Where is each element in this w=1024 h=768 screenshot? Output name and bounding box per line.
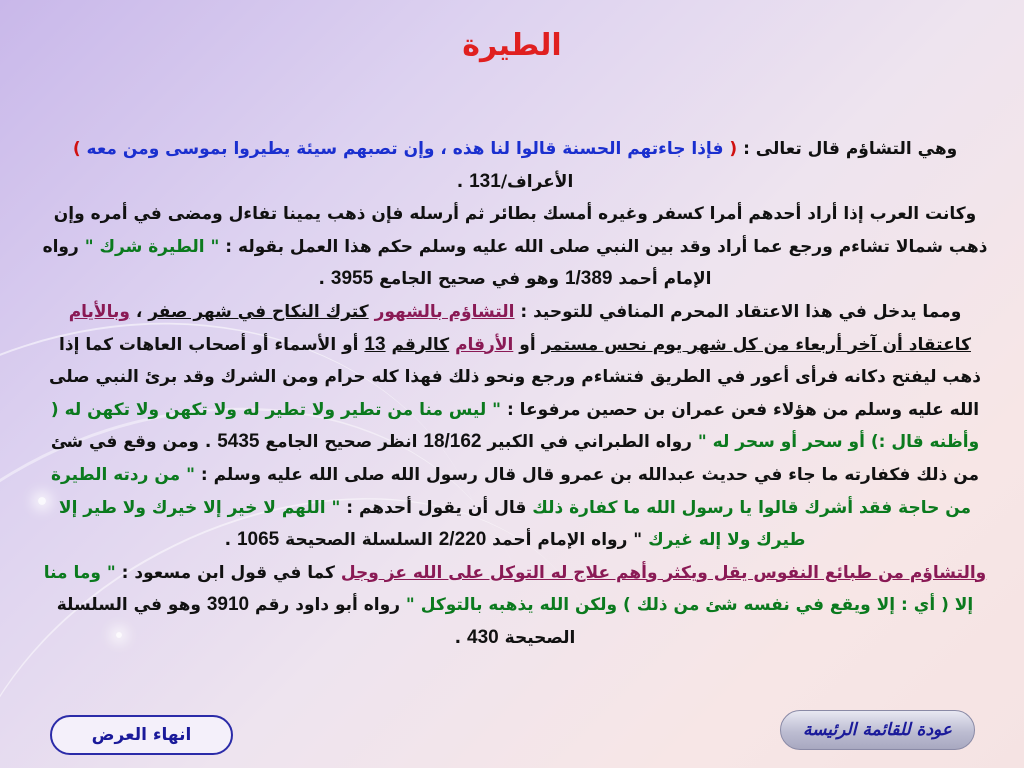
back-to-main-menu-button[interactable]: عودة للقائمة الرئيسة (780, 710, 975, 750)
text: قال أن يقول أحدهم : (340, 497, 533, 518)
reference-number: 1065 (236, 529, 280, 551)
hadith-quote: " من ردته الطيرة من حاجة فقد أشرك قالوا يا رسول الله ما كفارة ذلك (50, 464, 972, 518)
reference-number: 3955 (330, 268, 374, 290)
text: كما في قول ابن مسعود : (115, 562, 341, 583)
hadith-quote: " وما منا إلا ( أي : إلا ويقع في نفسه شئ من ذلك ) ولكن الله يذهبه بالتوكل " (43, 562, 974, 616)
text: وهي التشاؤم قال تعالى : (737, 139, 958, 159)
emphasis: التشاؤم بالشهور (374, 301, 515, 322)
paragraph-quran-verse (40, 133, 990, 198)
text: رواه الطبراني في الكبير (481, 432, 698, 453)
paragraph-arab-custom (40, 198, 990, 296)
example: كالرقم (391, 334, 450, 355)
slide-title: الطيرة (462, 28, 562, 63)
quran-verse: فإذا جاءتهم الحسنة قالوا لنا هذه ، وإن تصبهم سيئة يطيروا بموسى ومن معه (86, 139, 724, 159)
hadith-quote: " اللهم لا خير إلا خيرك ولا طير إلا طيرك ولا إله غيرك (58, 497, 806, 551)
text: انظر صحيح الجامع (259, 432, 424, 453)
text: " رواه الإمام أحمد (486, 530, 649, 551)
text: ومما يدخل في هذا الاعتقاد المحرم المنافي للتوحيد : (514, 301, 962, 322)
surah-ref: الأعراف/ (500, 171, 574, 192)
hadith-quote: " الطيرة شرك " (84, 236, 220, 257)
end-show-button[interactable]: انهاء العرض (50, 715, 233, 755)
reference-number: 3910 (206, 594, 250, 616)
reference-number: 1/389 (564, 268, 613, 290)
reference-number: 2/220 (438, 529, 487, 551)
paragraph-remedy (40, 557, 990, 655)
reference-number: 5435 (217, 431, 260, 453)
bracket: ) (72, 139, 87, 159)
reference-number: 430 (467, 626, 499, 648)
text: وهو في صحيح الجامع (373, 269, 565, 290)
text: . (224, 530, 237, 551)
example: كاعتقاد أن آخر أربعاء من كل شهر يوم نحس مستمر (541, 334, 971, 355)
example-number: 13 (364, 333, 386, 355)
text: رواه الإمام أحمد (42, 236, 712, 290)
text: ، (129, 301, 149, 322)
text: رواه أبو داود رقم (249, 595, 406, 616)
example: كترك النكاح في شهر صفر (148, 301, 369, 322)
text: السلسلة الصحيحة (279, 530, 439, 551)
text: أو (513, 334, 542, 355)
text: وهو في السلسلة الصحيحة (56, 595, 576, 648)
text: . ومن وقع في شئ من ذلك فكفارته ما جاء في حديث عبدالله بن عمرو قال قال رسول الله صلى الله عليه وسلم : (50, 432, 980, 485)
emphasis: وبالأيام (68, 301, 130, 322)
verse-number: 131 (469, 170, 501, 192)
emphasis: والتشاؤم من طبائع النفوس يقل ويكثر وأهم علاج له التوكل على الله عز وجل (340, 562, 987, 583)
slide-body (40, 133, 990, 655)
hadith-quote: " ليس منا من تطير ولا تطير له ولا تكهن ولا تكهن له ( وأظنه قال :) أو سحر أو سحر له " (50, 399, 980, 453)
text: وكانت العرب إذا أراد أحدهم أمرا كسفر وغيره أمسك بطائر ثم أرسله فإن ذهب يمينا تفاءل ومضى في أمره وإن ذهب شمالا تشاءم ورجع عما أراد وقد بين النبي صلى الله عليه وسلم حكم هذا العمل بقوله : (53, 204, 988, 257)
paragraph-forbidden-beliefs (40, 296, 990, 557)
reference-number: 18/162 (423, 431, 482, 453)
bracket: ( (723, 139, 738, 159)
text: أو الأسماء أو أصحاب العاهات كما إذا ذهب ليفتح دكانه فرأى أعور في الطريق فتشاءم ورجع ونحو ذلك فهذا كله حرام ومن الشرك وقد برئ النبي صلى الله عليه وسلم من هؤلاء فعن عمران بن حصين مرفوعا : (49, 334, 981, 420)
text: . (454, 627, 468, 648)
text: . (456, 171, 470, 192)
text: . (318, 269, 331, 290)
emphasis: الأرقام (455, 334, 514, 355)
